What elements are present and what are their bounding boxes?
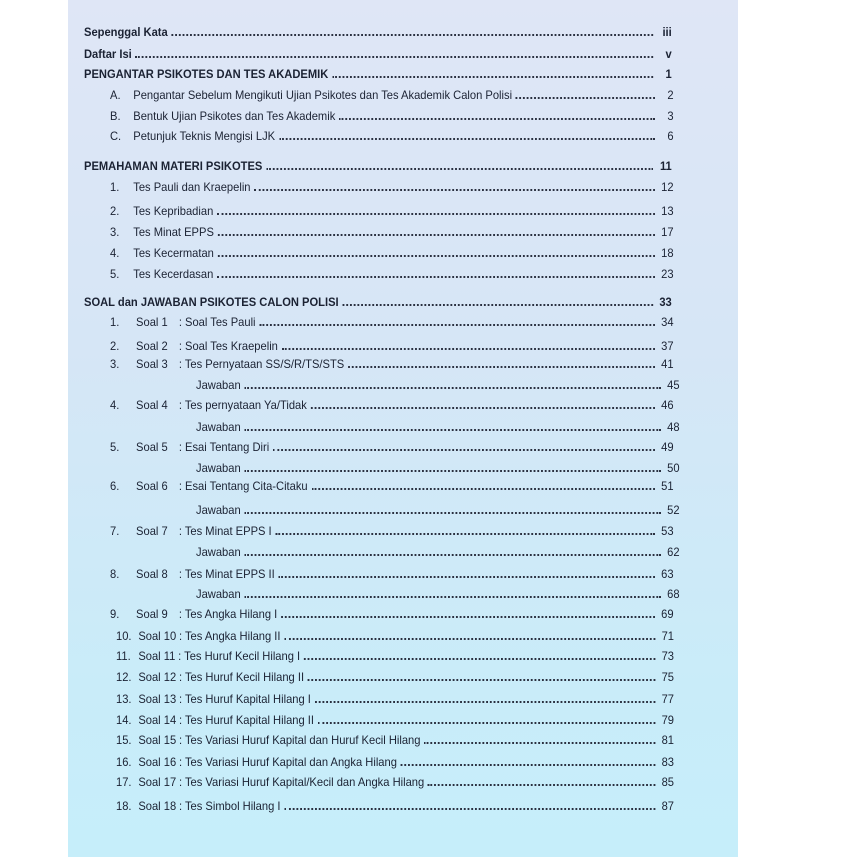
dot-leader <box>281 616 655 618</box>
toc-entry[interactable] <box>110 520 674 538</box>
dot-leader <box>244 470 661 472</box>
entry-marker: 17. <box>116 775 132 789</box>
entry-title: PEMAHAMAN MATERI PSIKOTES <box>84 159 263 173</box>
soal-label: Soal 9 <box>136 607 168 621</box>
toc-entry[interactable] <box>116 751 674 769</box>
entry-marker: 3. <box>110 225 120 239</box>
dot-leader <box>273 449 655 451</box>
dot-leader <box>244 596 661 598</box>
entry-title: : Tes Pernyataan SS/S/R/TS/STS <box>178 357 345 371</box>
entry-marker: 1. <box>110 315 120 329</box>
entry-title: : Soal Tes Kraepelin <box>178 339 278 353</box>
dot-leader <box>311 488 655 490</box>
entry-page-number: 87 <box>661 799 674 813</box>
entry-title: : Tes Huruf Kapital Hilang I <box>178 692 311 706</box>
entry-marker: C. <box>110 129 122 143</box>
entry-marker: 10. <box>116 629 132 643</box>
entry-marker: 16. <box>116 755 132 769</box>
entry-page-number: 1 <box>665 67 672 81</box>
entry-marker: 18. <box>116 799 132 813</box>
entry-title: Jawaban <box>196 461 241 475</box>
entry-title: : Tes Huruf Kecil Hilang I <box>178 649 301 663</box>
toc-entry[interactable] <box>110 125 674 143</box>
toc-entry[interactable] <box>110 563 674 581</box>
entry-marker: 6. <box>110 479 120 493</box>
toc-entry[interactable] <box>110 475 674 493</box>
toc-entry[interactable] <box>84 43 672 61</box>
dot-leader <box>282 348 655 350</box>
entry-title: : Tes Minat EPPS II <box>178 567 275 581</box>
toc-entry[interactable] <box>110 311 674 329</box>
dot-leader <box>332 76 653 78</box>
toc-entry[interactable] <box>110 353 674 371</box>
entry-title: : Tes Variasi Huruf Kapital dan Angka Hilang <box>178 755 397 769</box>
toc-entry[interactable] <box>196 499 680 517</box>
toc-entry[interactable] <box>110 221 674 239</box>
dot-leader <box>284 638 655 640</box>
entry-page-number: 33 <box>659 295 672 309</box>
entry-page-number: 51 <box>661 479 674 493</box>
entry-title: Tes Kecerdasan <box>133 267 214 281</box>
entry-marker: 8. <box>110 567 120 581</box>
dot-leader <box>428 784 655 786</box>
soal-label: Soal 14 <box>138 713 177 727</box>
dot-leader <box>218 255 655 257</box>
dot-leader <box>135 56 653 58</box>
entry-title: SOAL dan JAWABAN PSIKOTES CALON POLISI <box>84 295 339 309</box>
soal-label: Soal 6 <box>136 479 168 493</box>
soal-label: Soal 15 <box>138 733 177 747</box>
entry-title: : Tes Variasi Huruf Kapital dan Huruf Kecil Hilang <box>178 733 421 747</box>
toc-entry[interactable] <box>110 242 674 260</box>
entry-page-number: v <box>665 47 672 61</box>
entry-page-number: 34 <box>661 315 674 329</box>
entry-page-number: 46 <box>661 398 674 412</box>
toc-entry[interactable] <box>116 666 674 684</box>
soal-label: Soal 13 <box>138 692 177 706</box>
entry-marker: A. <box>110 88 121 102</box>
entry-title: Jawaban <box>196 420 241 434</box>
entry-marker: 2. <box>110 204 120 218</box>
dot-leader <box>339 118 655 120</box>
entry-page-number: 23 <box>661 267 674 281</box>
entry-page-number: 6 <box>667 129 674 143</box>
entry-page-number: 68 <box>667 587 680 601</box>
soal-label: Soal 3 <box>136 357 168 371</box>
soal-label: Soal 2 <box>136 339 168 353</box>
entry-page-number: 71 <box>661 629 674 643</box>
entry-title: : Tes Variasi Huruf Kapital/Kecil dan Angka Hilang <box>178 775 425 789</box>
toc-entry[interactable] <box>110 105 674 123</box>
soal-label: Soal 7 <box>136 524 168 538</box>
entry-page-number: 52 <box>667 503 680 517</box>
entry-title: Jawaban <box>196 545 241 559</box>
entry-marker: 5. <box>110 440 120 454</box>
dot-leader <box>259 324 655 326</box>
entry-marker: 3. <box>110 357 120 371</box>
entry-page-number: 62 <box>667 545 680 559</box>
toc-entry[interactable] <box>110 394 674 412</box>
dot-leader <box>244 554 661 556</box>
entry-marker: 9. <box>110 607 120 621</box>
entry-marker: 11. <box>116 649 131 663</box>
dot-leader <box>217 213 655 215</box>
entry-title: : Tes Simbol Hilang I <box>178 799 281 813</box>
dot-leader <box>304 658 656 660</box>
entry-title: : Soal Tes Pauli <box>178 315 256 329</box>
toc-entry[interactable] <box>84 155 672 173</box>
soal-label: Soal 12 <box>138 670 177 684</box>
dot-leader <box>308 679 656 681</box>
dot-leader <box>315 701 656 703</box>
entry-marker: 15. <box>116 733 132 747</box>
entry-marker: 1. <box>110 180 120 194</box>
entry-page-number: 53 <box>661 524 674 538</box>
entry-title: PENGANTAR PSIKOTES DAN TES AKADEMIK <box>84 67 329 81</box>
entry-page-number: 17 <box>661 225 674 239</box>
soal-label: Soal 17 <box>138 775 177 789</box>
soal-label: Soal 8 <box>136 567 168 581</box>
entry-page-number: 48 <box>667 420 680 434</box>
toc-entry[interactable] <box>116 729 674 747</box>
toc-entry[interactable] <box>116 645 674 663</box>
entry-title: Pengantar Sebelum Mengikuti Ujian Psikotes dan Tes Akademik Calon Polisi <box>133 88 513 102</box>
entry-title: Tes Kecermatan <box>133 246 214 260</box>
dot-leader <box>266 168 653 170</box>
dot-leader <box>244 387 661 389</box>
entry-title: Jawaban <box>196 503 241 517</box>
dot-leader <box>318 722 656 724</box>
entry-marker: 2. <box>110 339 120 353</box>
entry-page-number: 50 <box>667 461 680 475</box>
soal-label: Soal 5 <box>136 440 168 454</box>
entry-marker: 7. <box>110 524 120 538</box>
toc-entry[interactable] <box>110 436 674 454</box>
soal-label: Soal 16 <box>138 755 177 769</box>
entry-page-number: 45 <box>667 378 680 392</box>
entry-title: : Tes Huruf Kapital Hilang II <box>178 713 314 727</box>
entry-page-number: iii <box>662 25 672 39</box>
entry-title: : Tes pernyataan Ya/Tidak <box>178 398 307 412</box>
soal-label: Soal 11 <box>138 649 176 663</box>
toc-entry[interactable] <box>116 625 674 643</box>
entry-title: Petunjuk Teknis Mengisi LJK <box>133 129 276 143</box>
entry-title: Tes Minat EPPS <box>133 225 214 239</box>
soal-label: Soal 10 <box>138 629 177 643</box>
dot-leader <box>244 512 661 514</box>
soal-label: Soal 18 <box>138 799 177 813</box>
toc-entry[interactable] <box>196 583 680 601</box>
entry-title: Sepenggal Kata <box>84 25 168 39</box>
soal-label: Soal 4 <box>136 398 168 412</box>
dot-leader <box>279 138 655 140</box>
dot-leader <box>348 366 655 368</box>
dot-leader <box>278 576 655 578</box>
toc-entry[interactable] <box>116 688 674 706</box>
dot-leader <box>244 429 661 431</box>
toc-entry[interactable] <box>116 795 674 813</box>
entry-page-number: 83 <box>661 755 674 769</box>
entry-page-number: 13 <box>661 204 674 218</box>
entry-page-number: 63 <box>661 567 674 581</box>
entry-page-number: 3 <box>667 109 674 123</box>
entry-title: : Tes Angka Hilang I <box>178 607 278 621</box>
toc-entry[interactable] <box>110 603 674 621</box>
dot-leader <box>401 764 656 766</box>
entry-title: : Esai Tentang Diri <box>178 440 270 454</box>
entry-page-number: 77 <box>661 692 674 706</box>
entry-title: Jawaban <box>196 587 241 601</box>
toc-entry[interactable] <box>110 84 674 102</box>
dot-leader <box>516 97 655 99</box>
entry-page-number: 79 <box>661 713 674 727</box>
entry-page-number: 12 <box>661 180 674 194</box>
toc-entry[interactable] <box>196 416 680 434</box>
entry-page-number: 69 <box>661 607 674 621</box>
soal-label: Soal 1 <box>136 315 168 329</box>
entry-page-number: 41 <box>661 357 674 371</box>
entry-title: Jawaban <box>196 378 241 392</box>
entry-page-number: 81 <box>661 733 674 747</box>
entry-marker: 12. <box>116 670 132 684</box>
entry-page-number: 37 <box>661 339 674 353</box>
dot-leader <box>284 808 655 810</box>
toc-entry[interactable] <box>84 63 672 81</box>
entry-title: : Esai Tentang Cita-Citaku <box>178 479 308 493</box>
entry-title: Tes Pauli dan Kraepelin <box>133 180 251 194</box>
dot-leader <box>218 234 655 236</box>
toc-entry[interactable] <box>196 457 680 475</box>
dot-leader <box>217 276 655 278</box>
toc-entry[interactable] <box>196 374 680 392</box>
toc-entry[interactable] <box>110 335 674 353</box>
dot-leader <box>342 304 653 306</box>
entry-page-number: 73 <box>661 649 674 663</box>
entry-page-number: 49 <box>661 440 674 454</box>
dot-leader <box>424 742 655 744</box>
toc-entry[interactable] <box>196 541 680 559</box>
entry-page-number: 2 <box>667 88 674 102</box>
entry-title: Daftar Isi <box>84 47 132 61</box>
entry-title: : Tes Huruf Kecil Hilang II <box>178 670 305 684</box>
toc-entry[interactable] <box>116 709 674 727</box>
dot-leader <box>311 407 655 409</box>
entry-title: : Tes Minat EPPS I <box>178 524 272 538</box>
entry-page-number: 85 <box>661 775 674 789</box>
dot-leader <box>171 34 653 36</box>
toc-entry[interactable] <box>110 263 674 281</box>
entry-page-number: 75 <box>661 670 674 684</box>
entry-marker: 4. <box>110 398 120 412</box>
toc-page <box>68 0 738 857</box>
dot-leader <box>275 533 655 535</box>
toc-entry[interactable] <box>110 200 674 218</box>
entry-page-number: 18 <box>661 246 674 260</box>
entry-marker: 14. <box>116 713 132 727</box>
entry-marker: B. <box>110 109 121 123</box>
toc-entry[interactable] <box>116 771 674 789</box>
entry-marker: 5. <box>110 267 120 281</box>
dot-leader <box>254 189 655 191</box>
entry-title: Tes Kepribadian <box>133 204 214 218</box>
entry-title: Bentuk Ujian Psikotes dan Tes Akademik <box>133 109 336 123</box>
entry-title: : Tes Angka Hilang II <box>178 629 281 643</box>
toc-entry[interactable] <box>110 176 674 194</box>
toc-entry[interactable] <box>84 21 672 39</box>
entry-page-number: 11 <box>659 159 672 173</box>
entry-marker: 13. <box>116 692 132 706</box>
toc-entry[interactable] <box>84 291 672 309</box>
entry-marker: 4. <box>110 246 120 260</box>
